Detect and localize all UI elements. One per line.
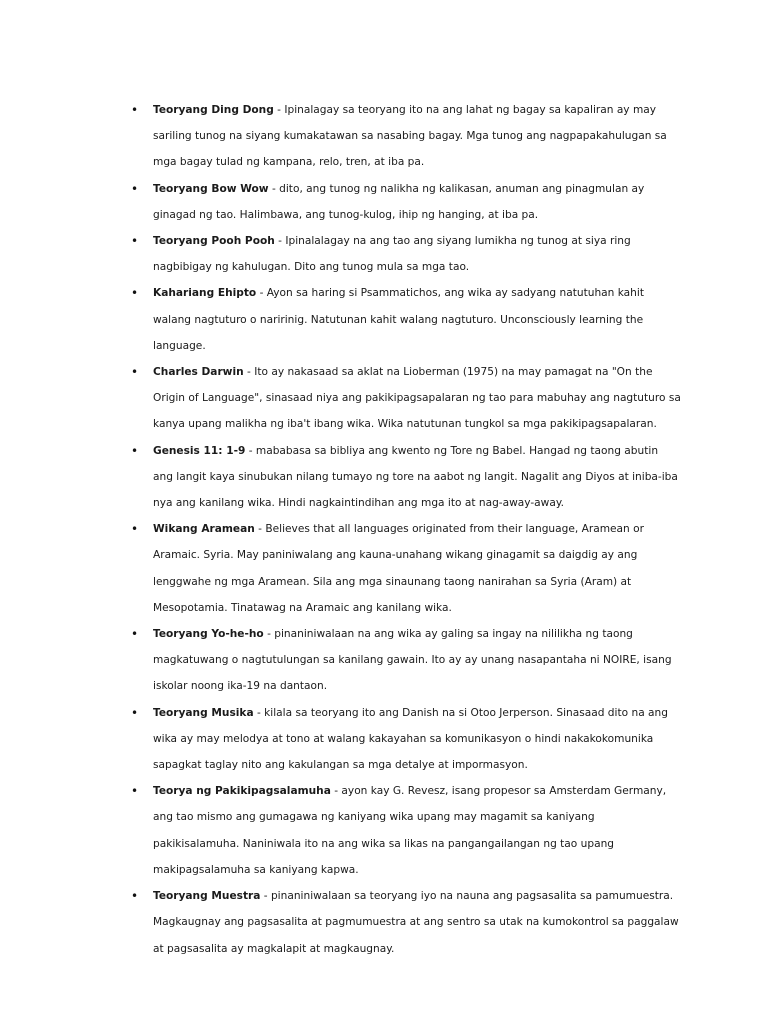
list-item (131, 280, 681, 359)
bullet-icon: • (131, 627, 139, 642)
entry-term: Charles Darwin (153, 366, 244, 379)
bullet-icon: • (131, 889, 139, 904)
list-item (131, 516, 681, 621)
entry-term: Teoryang Yo-he-ho (153, 628, 264, 641)
entry-description: - dito, ang tunog ng nalikha ng kalikasan, anuman ang pinagmulan ay ginagad ng tao. Halimbawa, ang tunog-kulog, ihip ng hanging, at iba pa. (153, 182, 645, 221)
theory-list (0, 97, 768, 962)
list-item (131, 700, 681, 779)
entry-description: - pinaniniwalaan na ang wika ay galing sa ingay na nililikha ng taong magkatuwang o nagtutulungan sa kanilang gawain. Ito ay ay unang nasapantaha ni NOIRE, isang iskolar noong ika-19 na dantaon. (153, 628, 672, 693)
bullet-icon: • (131, 443, 139, 458)
entry-term: Teoryang Pooh Pooh (153, 235, 275, 248)
list-item (131, 621, 681, 700)
entry-description: - mababasa sa bibliya ang kwento ng Tore ng Babel. Hangad ng taong abutin ang langit kaya sinubukan nilang tumayo ng tore na aabot ng langit. Nagalit ang Diyos at iniba-iba nya ang kanilang wika. Hindi nagkaintindihan ang mga ito at nag-away-away. (153, 444, 678, 510)
bullet-icon: • (131, 286, 139, 301)
entry-description: - kilala sa teoryang ito ang Danish na si Otoo Jerperson. Sinasaad dito na ang wika ay may melodya at tono at walang kakayahan sa komunikasyon o hindi nakakokomunika sapagkat taglay nito ang kakulangan sa mga detalye at impormasyon. (153, 706, 668, 772)
entry-term: Teoryang Ding Dong (153, 104, 274, 116)
entry-term: Wikang Aramean (153, 523, 255, 536)
entry-description: - pinaniniwalaan sa teoryang iyo na nauna ang pagsasalita sa pamumuestra. Magkaugnay ang pagsasalita at pagmumuestra at ang sentro sa utak na kumokontrol sa paggalaw at pagsasalita ay magkalapit at magkaugnay. (153, 890, 679, 955)
entry-term: Genesis 11: 1-9 (153, 444, 246, 457)
entry-description: - Ipinalalagay na ang tao ang siyang lumikha ng tunog at siya ring nagbibigay ng kahulugan. Dito ang tunog mula sa mga tao. (153, 235, 631, 274)
entry-description: - Ito ay nakasaad sa aklat na Lioberman (1975) na may pamagat na "On the Origin of Language", sinasaad niya ang pakikipagsapalaran ng tao para mabuhay ang nagtuturo sa kanya upang malikha ng iba't ibang wika. Wika natutunan tungkol sa mga pakikipagsapalaran. (153, 366, 681, 431)
list-item (131, 176, 681, 228)
bullet-icon: • (131, 705, 139, 720)
list-item (131, 778, 681, 883)
entry-term: Teoryang Musika (153, 706, 254, 719)
list-item (131, 228, 681, 280)
entry-description: - ayon kay G. Revesz, isang propesor sa Amsterdam Germany, ang tao mismo ang gumagawa ng kaniyang wika upang may magamit sa kaniyang pakikisalamuha. Naniniwala ito na ang wika sa likas na pangangailangan ng tao upang makipagsalamuha sa kaniyang kapwa. (153, 785, 667, 876)
bullet-icon: • (131, 103, 139, 117)
entry-description: - Believes that all languages originated from their language, Aramean or Aramaic. Syria. May paniniwalang ang kauna-unahang wikang ginagamit sa daigdig ay ang lenggwahe ng mga Aramean. Sila ang mga sinaunang taong nanirahan sa Syria (Aram) at Mesopotamia. Tinatawag na Aramaic ang kanilang wika. (153, 523, 644, 614)
entry-description: - Ayon sa haring si Psammatichos, ang wika ay sadyang natutuhan kahit walang nagtuturo o naririnig. Natutunan kahit walang nagtuturo. Unconsciously learning the language. (153, 287, 644, 352)
entry-term: Teorya ng Pakikipagsalamuha (153, 785, 331, 798)
bullet-icon: • (131, 522, 139, 537)
list-item (131, 438, 681, 517)
entry-term: Teoryang Bow Wow (153, 182, 269, 195)
bullet-icon: • (131, 784, 139, 799)
entry-term: Kahariang Ehipto (153, 287, 257, 300)
bullet-icon: • (131, 365, 139, 380)
list-item (131, 359, 681, 438)
entry-term: Teoryang Muestra (153, 890, 261, 903)
entry-description: - Ipinalagay sa teoryang ito na ang lahat ng bagay sa kapaliran ay may sariling tunog na siyang kumakatawan sa nasabing bagay. Mga tunog ang nagpapakahulugan sa mga bagay tulad ng kampana, relo, tren, at iba pa. (153, 104, 667, 169)
list-item (131, 883, 681, 962)
list-item (131, 97, 681, 176)
bullet-icon: • (131, 181, 139, 196)
bullet-icon: • (131, 234, 139, 249)
